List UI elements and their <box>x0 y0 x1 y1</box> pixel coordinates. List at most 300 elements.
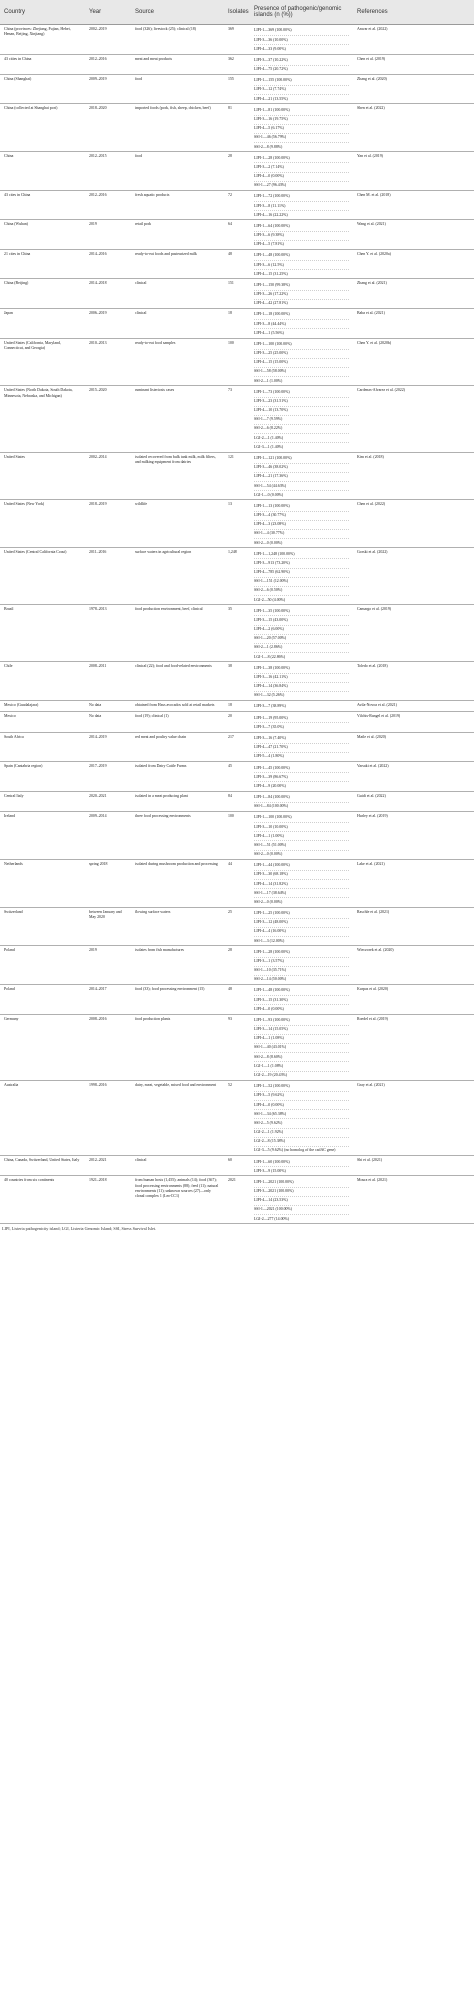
table-row <box>0 985 474 1015</box>
cell-country: Chile <box>0 662 85 701</box>
cell-source: imported foods (pork, fish, sheep, chicken, beef) <box>131 104 224 152</box>
cell-country: Poland <box>0 985 85 1015</box>
cell-reference: Avila-Novoa et al. (2021) <box>353 701 474 712</box>
cell-country: South Africa <box>0 732 85 762</box>
cell-country: United States (New York) <box>0 500 85 548</box>
presence-entry: SSI-1—3 (12.00%) <box>254 938 285 943</box>
presence-entry: LIPI-1—73 (100.00%) <box>254 388 349 397</box>
presence-entry: SSI-2—6 (0.50%) <box>254 587 349 596</box>
presence-entry: LIPI-1—38 (100.00%) <box>254 664 349 673</box>
cell-presence <box>250 500 353 548</box>
presence-entry: LIPI-3—36 (10.00%) <box>254 36 349 45</box>
cell-country: China (Shanghai) <box>0 74 85 104</box>
cell-country: China (provinces: Zhejiang, Fujian, Hebei, Henan, Beijing, Xinjiang) <box>0 25 85 55</box>
cell-year: 2006–2019 <box>85 308 131 338</box>
presence-entry: LIPI-3—9 (15.00%) <box>254 1168 286 1173</box>
presence-entry: SSI-2—14 (50.00%) <box>254 977 287 982</box>
presence-entry: LIPI-4—1 (5.56%) <box>254 330 284 335</box>
cell-year: 2014–2016 <box>85 249 131 279</box>
table-row <box>0 859 474 907</box>
cell-isolates: 73 <box>224 386 250 452</box>
table-row <box>0 104 474 152</box>
cell-country: Central Italy <box>0 791 85 811</box>
cell-presence <box>250 1176 353 1224</box>
presence-entry: LIPI-1—100 (100.00%) <box>254 814 349 823</box>
header-year: Year <box>85 0 131 25</box>
presence-entry: SSI-1—51 (51.00%) <box>254 841 349 850</box>
table-row <box>0 249 474 279</box>
cell-isolates: 18 <box>224 308 250 338</box>
presence-entry: LIPI-3—8 (11.11%) <box>254 202 349 211</box>
cell-source: fresh aquatic products <box>131 190 224 220</box>
table-row <box>0 1176 474 1224</box>
cell-year: 1921–2018 <box>85 1176 131 1224</box>
presence-entry: LIPI-3—1 (3.57%) <box>254 958 349 967</box>
presence-entry: LIPI-4—15 (15.00%) <box>254 359 349 368</box>
table-row <box>0 1014 474 1080</box>
presence-entry: LIPI-1—60 (100.00%) <box>254 1158 349 1167</box>
table-row <box>0 279 474 309</box>
cell-presence <box>250 791 353 811</box>
cell-country: Brazil <box>0 605 85 662</box>
cell-presence <box>250 1156 353 1176</box>
cell-source: clinical <box>131 279 224 309</box>
presence-entry: LIPI-1—64 (100.00%) <box>254 222 349 231</box>
presence-entry: LIPI-4—15 (31.25%) <box>254 271 288 276</box>
cell-country: China (Wuhan) <box>0 220 85 250</box>
cell-source: clinical <box>131 308 224 338</box>
presence-entry: LIPI-4—1 (1.00%) <box>254 832 349 841</box>
cell-country: 40 countries from six continents <box>0 1176 85 1224</box>
cell-year: 2012–2021 <box>85 1156 131 1176</box>
cell-presence <box>250 152 353 191</box>
presence-entry: LIPI-3—39 (86.67%) <box>254 773 349 782</box>
cell-reference: Baba et al. (2021) <box>353 308 474 338</box>
presence-entry: LIPI-3—23 (31.51%) <box>254 398 349 407</box>
cell-isolates: 35 <box>224 605 250 662</box>
table-row <box>0 811 474 859</box>
cell-source: ready-to-eat food samples <box>131 338 224 386</box>
presence-entry: LIPI-4—10 (13.70%) <box>254 407 349 416</box>
presence-entry: LIPI-3—46 (38.02%) <box>254 464 349 473</box>
header-isolates: Isolates <box>224 0 250 25</box>
cell-isolates: 44 <box>224 859 250 907</box>
table-row <box>0 946 474 985</box>
cell-country: 43 cites in China <box>0 190 85 220</box>
presence-entry: LIPI-3—16 (42.11%) <box>254 674 349 683</box>
cell-isolates: 28 <box>224 152 250 191</box>
cell-source: food (19); clinical (1) <box>131 712 224 732</box>
cell-country: Ireland <box>0 811 85 859</box>
presence-entry: LIPI-4—33 (9.00%) <box>254 46 286 51</box>
presence-entry: LIPI-4—21 (17.36%) <box>254 473 349 482</box>
cell-reference: Chen et al. (2019) <box>353 54 474 74</box>
table-row <box>0 386 474 452</box>
cell-country: 43 cities in China <box>0 54 85 74</box>
presence-entry: LIPI-4—3 (23.08%) <box>254 521 349 530</box>
cell-country: United States (California, Maryland, Connecticut, and Georgia) <box>0 338 85 386</box>
presence-entry: LIPI-1—44 (100.00%) <box>254 862 349 871</box>
presence-entry: LIPI-1—155 (100.00%) <box>254 77 349 86</box>
presence-entry: LIPI-3—12 (7.74%) <box>254 86 349 95</box>
cell-reference: Chen et al. (2022) <box>353 500 474 548</box>
cell-country: Mexico (Guadalajara) <box>0 701 85 712</box>
cell-source: wildlife <box>131 500 224 548</box>
cell-reference: Shi et al. (2021) <box>353 1156 474 1176</box>
table-row <box>0 220 474 250</box>
table-row <box>0 762 474 792</box>
cell-source: food (326); livestock (25); clinical (18) <box>131 25 224 55</box>
cell-presence <box>250 946 353 985</box>
cell-source: clinical <box>131 1156 224 1176</box>
cell-year: between January and May 2020 <box>85 907 131 946</box>
cell-isolates: 100 <box>224 811 250 859</box>
header-source: Source <box>131 0 224 25</box>
cell-country: Mexico <box>0 712 85 732</box>
cell-year: 2008–2016 <box>85 1014 131 1080</box>
cell-isolates: 84 <box>224 791 250 811</box>
presence-entry: LIPI-4—47 (21.70%) <box>254 744 349 753</box>
presence-entry: LGI-2—50 (4.00%) <box>254 597 286 602</box>
presence-entry: LIPI-1—100 (100.00%) <box>254 341 349 350</box>
presence-entry: SSI-2—5 (9.62%) <box>254 1119 349 1128</box>
cell-presence <box>250 220 353 250</box>
presence-entry: LIPI-4—9 (20.00%) <box>254 783 286 788</box>
cell-reference: Cardenas-Alvarez et al. (2022) <box>353 386 474 452</box>
cell-reference: Matle et al. (2020) <box>353 732 474 762</box>
table-row <box>0 712 474 732</box>
presence-entry: LIPI-3—5 (9.62%) <box>254 1092 349 1101</box>
cell-year: 2012–2015 <box>85 152 131 191</box>
cell-isolates: 48 <box>224 985 250 1015</box>
table-row <box>0 338 474 386</box>
presence-entry: SSI-1—7 (9.59%) <box>254 416 349 425</box>
presence-entry: LIPI-1—48 (100.00%) <box>254 987 349 996</box>
cell-reference: Toledo et al. (2018) <box>353 662 474 701</box>
cell-country: China (Beijing) <box>0 279 85 309</box>
cell-presence <box>250 308 353 338</box>
cell-reference: Chen M. et al. (2018) <box>353 190 474 220</box>
presence-entry: LIPI-3—8 (44.44%) <box>254 320 349 329</box>
cell-isolates: 93 <box>224 1014 250 1080</box>
cell-country: Switzerland <box>0 907 85 946</box>
cell-source: meat and meat products <box>131 54 224 74</box>
cell-reference: Guidi et al. (2022) <box>353 791 474 811</box>
cell-source: food (33); food processing environment (15) <box>131 985 224 1015</box>
presence-entry: LIPI-4—0 (0.00%) <box>254 1006 284 1011</box>
header-references: References <box>353 0 474 25</box>
presence-entry: LIPI-1—35 (100.00%) <box>254 607 349 616</box>
presence-entry: LIPI-3—12 (48.00%) <box>254 919 349 928</box>
table-row <box>0 907 474 946</box>
table-row <box>0 308 474 338</box>
cell-country: China (collected at Shanghai port) <box>0 104 85 152</box>
table-row <box>0 1156 474 1176</box>
cell-year: 2020–2021 <box>85 791 131 811</box>
cell-source: isolated recovered from bulk tank milk, milk filters, and milking equipment from dairies <box>131 452 224 500</box>
cell-source: retail pork <box>131 220 224 250</box>
presence-entry: SSI-1—2021 (100.00%) <box>254 1206 349 1215</box>
cell-isolates: 25 <box>224 907 250 946</box>
cell-isolates: 1,248 <box>224 548 250 605</box>
cell-year: 2014–2019 <box>85 732 131 762</box>
presence-entry: LIPI-4—5 (7.81%) <box>254 242 284 247</box>
presence-entry: SSI-1—151 (12.00%) <box>254 578 349 587</box>
cell-presence <box>250 54 353 74</box>
cell-reference: Chen Y. et al. (2020b) <box>353 338 474 386</box>
cell-country: China, Canada, Switzerland, United States, Italy <box>0 1156 85 1176</box>
cell-year: 2012–2016 <box>85 54 131 74</box>
presence-entry: LIPI-1—121 (100.00%) <box>254 455 349 464</box>
cell-country: China <box>0 152 85 191</box>
presence-entry: SSI-1—58 (58.00%) <box>254 368 349 377</box>
cell-reference: Chen Y. et al. (2020a) <box>353 249 474 279</box>
presence-entry: LIPI-3—16 (7.40%) <box>254 735 349 744</box>
presence-entry: LIPI-1—84 (100.00%) <box>254 794 349 803</box>
presence-entry: LIPI-3—6 (12.5%) <box>254 261 349 270</box>
table-row <box>0 500 474 548</box>
cell-country: Poland <box>0 946 85 985</box>
cell-year: 2008–2011 <box>85 662 131 701</box>
cell-presence <box>250 605 353 662</box>
presence-entry: LGI-2—277 (14.00%) <box>254 1216 290 1221</box>
cell-reference: Zhang et al. (2020) <box>353 74 474 104</box>
cell-presence <box>250 338 353 386</box>
cell-presence <box>250 859 353 907</box>
presence-entry: LIPI-4—1 (1.08%) <box>254 1035 349 1044</box>
cell-reference: Wang et al. (2021) <box>353 220 474 250</box>
cell-source: three food processing environments <box>131 811 224 859</box>
cell-source: ready-to-eat foods and pasteurized milk <box>131 249 224 279</box>
table-row <box>0 152 474 191</box>
cell-source: from human hosts (1,455); animals (14); food (367); food processing environments (88); feed (11); natural environments (11); unknown sources (27)—only clonal complex 1 (Lm-CC1) <box>131 1176 224 1224</box>
presence-entry: LGI-3—5 (9.62%) (no homolog of the cadAC gene) <box>254 1148 336 1153</box>
presence-entry: SSI-2—8 (8.60%) <box>254 1053 349 1062</box>
presence-entry: LGI-1—8 (22.86%) <box>254 654 286 659</box>
presence-entry: LIPI-3—37 (10.22%) <box>254 57 349 66</box>
presence-entry: SSI-1—27 (96.43%) <box>254 183 287 188</box>
presence-entry: LGI-2—1 (1.92%) <box>254 1129 349 1138</box>
cell-presence <box>250 25 353 55</box>
cell-reference: Varsaki et al. (2022) <box>353 762 474 792</box>
table-footnote: LIPI, Listeria pathogenicity island; LGI, Listeria Genomic Island; SSI, Stress Survival Islet. <box>2 1226 157 1232</box>
presence-entry: LGI-3—1 (1.40%) <box>254 444 284 449</box>
presence-entry: LIPI-4—14 (31.82%) <box>254 880 349 889</box>
cell-isolates: 13 <box>224 500 250 548</box>
cell-country: United States (Central California Coast) <box>0 548 85 605</box>
cell-isolates: 151 <box>224 279 250 309</box>
table-row <box>0 791 474 811</box>
presence-entry: LIPI-1—13 (100.00%) <box>254 502 349 511</box>
cell-source: food production environment, beef, clinical <box>131 605 224 662</box>
cell-year: 2010–2013 <box>85 338 131 386</box>
presence-entry: SSI-2—8 (9.88%) <box>254 144 283 149</box>
table-row <box>0 548 474 605</box>
cell-year: 2011–2016 <box>85 548 131 605</box>
cell-isolates: 45 <box>224 762 250 792</box>
table-row <box>0 605 474 662</box>
presence-entry: LIPI-3—16 (19.75%) <box>254 116 349 125</box>
presence-entry: LIPI-4—14 (23.53%) <box>254 1197 349 1206</box>
cell-year: 1978–2013 <box>85 605 131 662</box>
table-header-row <box>0 0 474 25</box>
cell-year: 2018–2020 <box>85 104 131 152</box>
presence-entry: LIPI-3—2 (7.14%) <box>254 163 349 172</box>
presence-entry: LIPI-1—72 (100.00%) <box>254 193 349 202</box>
cell-reference: Hurley et al. (2019) <box>353 811 474 859</box>
presence-entry: LIPI-4—75 (20.72%) <box>254 67 288 72</box>
presence-entry: LIPI-1—2021 (100.00%) <box>254 1178 349 1187</box>
cell-source: flowing surface waters <box>131 907 224 946</box>
cell-year: 2019 <box>85 220 131 250</box>
cell-source: red meat and poultry value chain <box>131 732 224 762</box>
cell-isolates: 18 <box>224 701 250 712</box>
presence-entry: LIPI-1—81 (100.00%) <box>254 106 349 115</box>
cell-presence <box>250 279 353 309</box>
presence-entry: LIPI-3—10 (10.00%) <box>254 823 349 832</box>
cell-reference: Shen et al. (2022) <box>353 104 474 152</box>
cell-presence <box>250 762 353 792</box>
cell-country: United States (North Dakota, South Dakota, Minnesota, Nebraska, and Michigan) <box>0 386 85 452</box>
cell-year: No data <box>85 712 131 732</box>
cell-isolates: 48 <box>224 249 250 279</box>
cell-reference: Raschle et al. (2021) <box>353 907 474 946</box>
presence-entry: LIPI-4—0 (0.00%) <box>254 1101 349 1110</box>
cell-country: Germany <box>0 1014 85 1080</box>
cell-isolates: 2021 <box>224 1176 250 1224</box>
cell-source: obtained from Hass avocados sold at retail markets <box>131 701 224 712</box>
presence-entry: LIPI-3—15 (31.30%) <box>254 996 349 1005</box>
presence-entry: LIPI-3—25 (25.00%) <box>254 350 349 359</box>
cell-country: Netherlands <box>0 859 85 907</box>
cell-isolates: 28 <box>224 946 250 985</box>
cell-year: 2012–2016 <box>85 190 131 220</box>
cell-isolates: 155 <box>224 74 250 104</box>
cell-presence <box>250 249 353 279</box>
cell-isolates: 369 <box>224 25 250 55</box>
presence-entry: LIPI-1—1,248 (100.00%) <box>254 550 349 559</box>
cell-presence <box>250 190 353 220</box>
cell-year: 2002–2019 <box>85 25 131 55</box>
cell-presence <box>250 548 353 605</box>
cell-reference: Yan et al. (2019) <box>353 152 474 191</box>
presence-entry: LIPI-4—0 (0.00%) <box>254 173 349 182</box>
cell-source: isolates from fish manufactures <box>131 946 224 985</box>
presence-entry: LIPI-4—16 (22.22%) <box>254 212 288 217</box>
cell-country: United States <box>0 452 85 500</box>
presence-entry: LIPI-5—4 (1.80%) <box>254 754 284 759</box>
header-presence: Presence of pathogenic/genomic islands (n (%)) <box>250 0 353 25</box>
table-row <box>0 1080 474 1155</box>
cell-isolates: 81 <box>224 104 250 152</box>
cell-presence <box>250 712 353 732</box>
cell-reference: Gray et al. (2021) <box>353 1080 474 1155</box>
cell-presence <box>250 1080 353 1155</box>
presence-entry: SSI-2—1 (2.86%) <box>254 644 349 653</box>
cell-isolates: 100 <box>224 338 250 386</box>
presence-entry: LIPI-4—42 (27.81%) <box>254 301 288 306</box>
presence-entry: LIPI-4—14 (36.84%) <box>254 683 349 692</box>
cell-isolates: 217 <box>224 732 250 762</box>
presence-entry: SSI-1—17 (38.64%) <box>254 889 349 898</box>
presence-entry: LIPI-1—18 (100.00%) <box>254 311 349 320</box>
cell-country: 21 cites in China <box>0 249 85 279</box>
cell-presence <box>250 985 353 1015</box>
cell-source: food <box>131 74 224 104</box>
presence-entry: LIPI-4—785 (62.90%) <box>254 569 349 578</box>
table-row <box>0 190 474 220</box>
cell-country: Australia <box>0 1080 85 1155</box>
cell-isolates: 20 <box>224 712 250 732</box>
cell-source: isolated in a meat producing plant <box>131 791 224 811</box>
cell-presence <box>250 701 353 712</box>
presence-entry: LGI-1—0 (0.00%) <box>254 492 284 497</box>
cell-source: food production plants <box>131 1014 224 1080</box>
cell-year: 2017–2019 <box>85 762 131 792</box>
presence-entry: LIPI-3—26 (17.22%) <box>254 291 349 300</box>
table-row <box>0 701 474 712</box>
presence-entry: LIPI-4—4 (16.00%) <box>254 928 349 937</box>
presence-entry: SSI-1—4 (30.77%) <box>254 530 349 539</box>
cell-reference: Roedel et al. (2019) <box>353 1014 474 1080</box>
cell-reference: Wieczorek et al. (2020) <box>353 946 474 985</box>
header-country: Country <box>0 0 85 25</box>
cell-year: 2014–2017 <box>85 985 131 1015</box>
cell-source: isolated from Dairy Cattle Farms <box>131 762 224 792</box>
presence-entry: SSI-1—40 (43.01%) <box>254 1044 349 1053</box>
cell-presence <box>250 662 353 701</box>
cell-country: Japan <box>0 308 85 338</box>
cell-year: 2009–2019 <box>85 74 131 104</box>
presence-entry: LIPI-4—2 (6.00%) <box>254 626 349 635</box>
presence-entry: LGI-2—1 (1.40%) <box>254 434 349 443</box>
cell-presence <box>250 104 353 152</box>
presence-entry: SSI-2—1 (1.00%) <box>254 378 283 383</box>
presence-entry: SSI-2—0 (0.00%) <box>254 899 283 904</box>
presence-entry: LIPI-3—14 (15.05%) <box>254 1026 349 1035</box>
cell-isolates: 60 <box>224 1156 250 1176</box>
presence-entry: LIPI-1—48 (100.00%) <box>254 252 349 261</box>
cell-year: 2015–2020 <box>85 386 131 452</box>
presence-entry: LIPI-1—52 (100.00%) <box>254 1083 349 1092</box>
cell-year: 2019 <box>85 946 131 985</box>
cell-presence <box>250 1014 353 1080</box>
cell-country: Spain (Cantabria region) <box>0 762 85 792</box>
cell-presence <box>250 74 353 104</box>
presence-entry: SSI-1—20 (57.00%) <box>254 635 349 644</box>
presence-entry: LIPI-4—5 (6.17%) <box>254 125 349 134</box>
table-row <box>0 74 474 104</box>
cell-reference: Anwar et al. (2022) <box>353 25 474 55</box>
presence-entry: LIPI-3—4 (30.77%) <box>254 512 349 521</box>
cell-year: 2018–2019 <box>85 500 131 548</box>
presence-entry: SSI-1—54 (44.63%) <box>254 482 349 491</box>
presence-entry: SSI-1—10 (35.71%) <box>254 967 349 976</box>
presence-entry: LIPI-1—28 (100.00%) <box>254 948 349 957</box>
cell-year: spring 2018 <box>85 859 131 907</box>
cell-isolates: 52 <box>224 1080 250 1155</box>
presence-entry: SSI-2—6 (8.22%) <box>254 425 349 434</box>
cell-isolates: 121 <box>224 452 250 500</box>
presence-entry: LIPI-3—30 (68.18%) <box>254 871 349 880</box>
presence-entry: SSI-1—34 (65.38%) <box>254 1110 349 1119</box>
cell-presence <box>250 386 353 452</box>
table-body <box>0 25 474 1224</box>
presence-entry: LIPI-1—93 (100.00%) <box>254 1017 349 1026</box>
cell-reference: Gorski et al. (2022) <box>353 548 474 605</box>
presence-entry: LIPI-1—150 (99.38%) <box>254 281 349 290</box>
presence-entry: LIPI-4—21 (13.55%) <box>254 96 288 101</box>
